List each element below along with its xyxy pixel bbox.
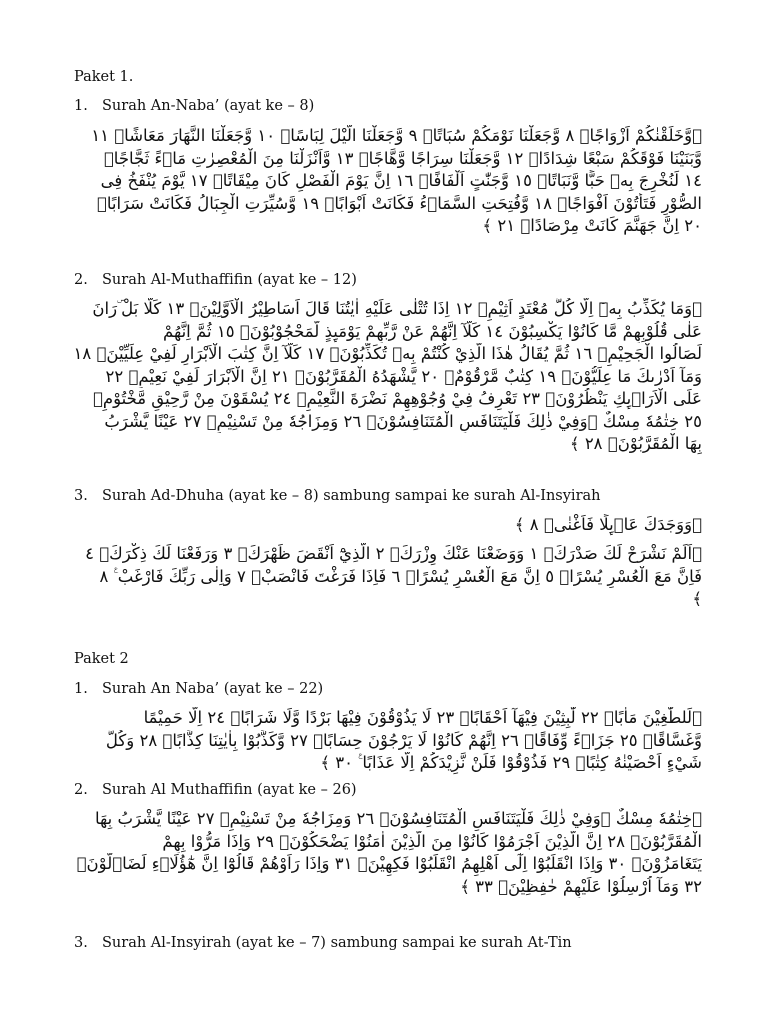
- arabic-line: وَّغَسَّاقًاۙ ٢٥ جَزَاۤءً وِّفَاقًاۗ ٢٦ اِنَّهُمْ كَانُوْا لَا يَرْجُوْنَ حِسَابًاۙ ٢٧ وَّكَذَّبُوْا بِاٰيٰتِنَا كِذَّابًاۗ ٢٨ وَكُلَّ: [105, 730, 702, 750]
- arabic-line: ٣٢ وَمَآ اُرْسِلُوْا عَلَيْهِمْ حٰفِظِيْنَۗ ٣٣ ﴾: [460, 876, 702, 896]
- arabic-line: ﴿وَّخَلَقْنٰكُمْ اَزْوَاجًاۙ ٨ وَّجَعَلْنَا نَوْمَكُمْ سُبَاتًاۙ ٩ وَّجَعَلْنَا الَّيْلَ لِبَاسًاۙ ١٠ وَّجَعَلْنَا النَّهَارَ مَعَاشًاۖ ١١: [91, 126, 702, 145]
- arabic-passage-paket1-1: [70, 125, 702, 238]
- paket2-item3-heading: [74, 935, 572, 951]
- arabic-line: ﴿خِتٰمُهٗ مِسْكٌ ۗوَفِيْ ذٰلِكَ فَلْيَتَنَافَسِ الْمُتَنَافِسُوْنَۗ ٢٦ وَمِزَاجُهٗ مِنْ تَسْنِيْمٍۙ ٢٧ عَيْنًا يَّشْرَبُ بِهَا: [94, 809, 702, 828]
- arabic-line: ﴿وَوَجَدَكَ عَاۤىِٕلًا فَاَغْنٰىۗ ٨ ﴾: [514, 515, 702, 534]
- arabic-passage-paket1-3a: [70, 514, 702, 537]
- item-heading-text: Surah An-Naba’ (ayat ke – 8): [102, 98, 315, 114]
- arabic-line: يَتَغَامَزُوْنَۖ ٣٠ وَاِذَا انْقَلَبُوْٓا اِلٰٓى اَهْلِهِمُ انْقَلَبُوْا فَكِهِيْنَۖ ٣١ وَاِذَا رَاَوْهُمْ قَالُوْٓا اِنَّ هٰٓؤُلَاۤءِ لَضَاۤلُّوْنَۙ: [76, 854, 702, 873]
- item-number: 2.: [74, 782, 88, 798]
- arabic-line: ١٤ لِّنُخْرِجَ بِهٖ حَبًّا وَّنَبَاتًاۙ ١٥ وَّجَنّٰتٍ اَلْفَافًاۗ ١٦ اِنَّ يَوْمَ الْفَصْلِ كَانَ مِيْقَاتًاۙ ١٧ يَّوْمَ يُنْفَخُ فِى: [100, 171, 702, 190]
- arabic-passage-paket2-1: [70, 707, 702, 775]
- paket2-item1-heading: [74, 681, 323, 697]
- paket2-title: Paket 2: [74, 651, 129, 667]
- arabic-line: عَلَى الْاَرَاۤىِٕكِ يَنْظُرُوْنَۙ ٢٣ تَعْرِفُ فِيْ وُجُوْهِهِمْ نَضْرَةَ النَّعِيْمِۚ ٢٤ يُسْقَوْنَ مِنْ رَّحِيْقٍ مَّخْتُوْمٍۙ: [92, 389, 702, 408]
- arabic-line: عَلٰى قُلُوْبِهِمْ مَّا كَانُوْا يَكْسِبُوْنَ ١٤ كَلَّآ اِنَّهُمْ عَنْ رَّبِّهِمْ يَوْمَىِٕذٍ لَّمَحْجُوْبُوْنَۗ ١٥ ثُمَّ اِنَّهُمْ: [163, 321, 702, 341]
- item-number: 1.: [74, 681, 88, 697]
- arabic-line: ٢٠ اِنَّ جَهَنَّمَ كَانَتْ مِرْصَادًاۙ ٢١ ﴾: [482, 216, 702, 235]
- arabic-line: ﴾: [692, 589, 702, 608]
- arabic-line: لَصَالُوا الْجَحِيْمِۗ ١٦ ثُمَّ يُقَالُ هٰذَا الَّذِيْ كُنْتُمْ بِهٖ تُكَذِّبُوْنَۗ ١٧ كَلَّآ اِنَّ كِتٰبَ الْاَبْرَارِ لَفِيْ عِلِّيِّيْنَۗ ١٨: [73, 344, 702, 363]
- arabic-line: بِهَا الْمُقَرَّبُوْنَۗ ٢٨ ﴾: [569, 434, 702, 453]
- arabic-line: فَاِنَّ مَعَ الْعُسْرِ يُسْرًاۙ ٥ اِنَّ مَعَ الْعُسْرِ يُسْرًاۗ ٦ فَاِذَا فَرَغْتَ فَانْصَبْۙ ٧ وَاِلٰى رَبِّكَ فَارْغَبْ ࣖ ٨: [99, 566, 702, 586]
- item-number: 1.: [74, 98, 88, 114]
- arabic-line: وَمَآ اَدْرٰىكَ مَا عِلِّيُّوْنَۗ ١٩ كِتٰبٌ مَّرْقُوْمٌۙ ٢٠ يَّشْهَدُهُ الْمُقَرَّبُوْنَۗ ٢١ اِنَّ الْاَبْرَارَ لَفِيْ نَعِيْمٍۙ ٢٢: [105, 366, 702, 386]
- arabic-passage-paket2-2: [70, 808, 702, 898]
- arabic-line: ﴿وَمَا يُكَذِّبُ بِهٖٓ اِلَّا كُلُّ مُعْتَدٍ اَثِيْمٍۙ ١٢ اِذَا تُتْلٰى عَلَيْهِ اٰيٰتُنَا قَالَ اَسَاطِيْرُ الْاَوَّلِيْنَۗ ١٣ كَلَّا بَلْ ۜرَانَ: [92, 299, 702, 318]
- arabic-line: ﴿لِّلطّٰغِيْنَ مَاٰبًاۙ ٢٢ لّٰبِثِيْنَ فِيْهَآ اَحْقَابًاۚ ٢٣ لَا يَذُوْقُوْنَ فِيْهَا بَرْدًا وَّلَا شَرَابًاۙ ٢٤ اِلَّا حَمِيْمًا: [143, 708, 702, 727]
- item-number: 3.: [74, 488, 88, 504]
- paket1-item2-heading: [74, 272, 357, 288]
- item-heading-text: Surah An Naba’ (ayat ke – 22): [102, 681, 324, 697]
- arabic-line: الْمُقَرَّبُوْنَۗ ٢٨ اِنَّ الَّذِيْنَ اَجْرَمُوْا كَانُوْا مِنَ الَّذِيْنَ اٰمَنُوْا يَضْحَكُوْنَۖ ٢٩ وَاِذَا مَرُّوْا بِهِمْ: [162, 831, 702, 851]
- arabic-passage-paket1-2: [70, 298, 702, 456]
- item-number: 3.: [74, 935, 88, 951]
- item-heading-text: Surah Al-Insyirah (ayat ke – 7) sambung sampai ke surah At-Tin: [102, 935, 572, 951]
- arabic-line: وَّبَنَيْنَا فَوْقَكُمْ سَبْعًا شِدَادًاۙ ١٢ وَّجَعَلْنَا سِرَاجًا وَّهَّاجًاۖ ١٣ وَّاَنْزَلْنَا مِنَ الْمُعْصِرٰتِ مَاۤءً ثَجَّاجًاۙ: [103, 148, 702, 168]
- paket1-item3-heading: [74, 488, 600, 504]
- item-heading-text: Surah Ad-Dhuha (ayat ke – 8) sambung sampai ke surah Al-Insyirah: [102, 488, 601, 504]
- item-number: 2.: [74, 272, 88, 288]
- paket1-title: Paket 1.: [74, 69, 134, 85]
- paket1-item1-heading: [74, 98, 314, 114]
- arabic-line: ٢٥ خِتٰمُهٗ مِسْكٌ ۗوَفِيْ ذٰلِكَ فَلْيَتَنَافَسِ الْمُتَنَافِسُوْنَۗ ٢٦ وَمِزَاجُهٗ مِنْ تَسْنِيْمٍۙ ٢٧ عَيْنًا يَّشْرَبُ: [104, 411, 702, 431]
- item-heading-text: Surah Al Muthaffifin (ayat ke – 26): [102, 782, 357, 798]
- item-heading-text: Surah Al-Muthaffifin (ayat ke – 12): [102, 272, 357, 288]
- arabic-passage-paket1-3b: [70, 543, 702, 611]
- arabic-line: الصُّوْرِ فَتَأْتُوْنَ اَفْوَاجًاۙ ١٨ وَّفُتِحَتِ السَّمَاۤءُ فَكَانَتْ اَبْوَابًاۙ ١٩ وَّسُيِّرَتِ الْجِبَالُ فَكَانَتْ سَرَابًاۗ: [96, 193, 702, 213]
- paket2-item2-heading: [74, 782, 357, 798]
- arabic-line: شَيْءٍ اَحْصَيْنٰهُ كِتٰبًاۙ ٢٩ فَذُوْقُوْا فَلَنْ نَّزِيْدَكُمْ اِلَّا عَذَابًا ࣖ ٣٠ ﴾: [320, 753, 702, 772]
- arabic-line: ﴿اَلَمْ نَشْرَحْ لَكَ صَدْرَكَۙ ١ وَوَضَعْنَا عَنْكَ وِزْرَكَۙ ٢ الَّذِيْٓ اَنْقَضَ ظَهْرَكَۙ ٣ وَرَفَعْنَا لَكَ ذِكْرَكَۗ ٤: [85, 544, 702, 563]
